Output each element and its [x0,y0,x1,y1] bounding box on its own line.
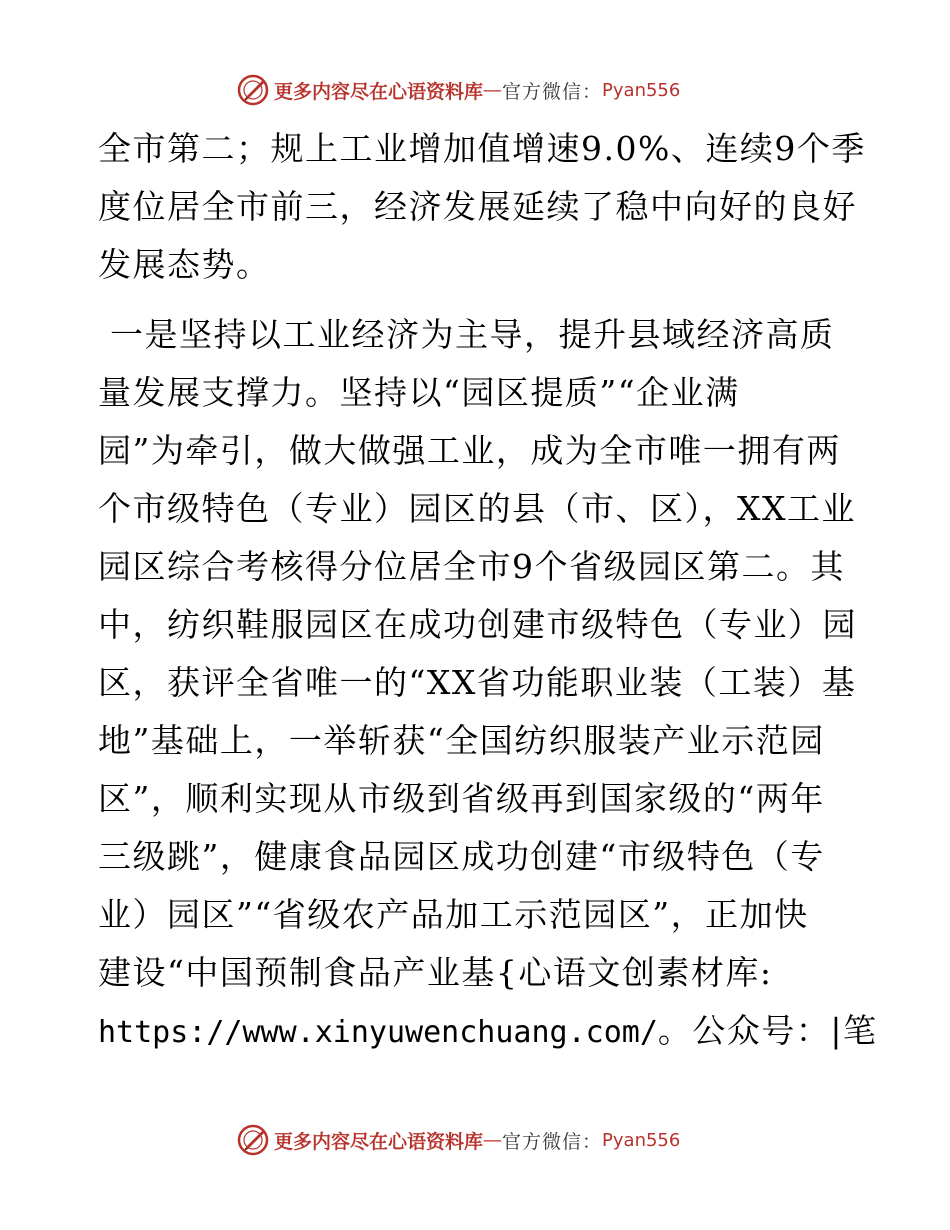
text-line: 三级跳”，健康食品园区成功创建“市级特色（专 [98,837,825,876]
text-line: 园区综合考核得分位居全市9个省级园区第二。其 [98,547,845,586]
text-line: 区，获评全省唯一的“XX省功能职业装（工装）基 [98,663,857,702]
text-line: 个市级特色（专业）园区的县（市、区），XX工业 [98,489,856,528]
paragraph-1 [98,120,866,294]
banner-title: 更多内容尽在心语资料库 [274,1130,484,1153]
footer-banner [236,1120,756,1160]
text-line: 度位居全市前三，经济发展延续了稳中向好的良好 [98,187,857,226]
paragraph-2 [98,306,878,1060]
banner-title: 更多内容尽在心语资料库 [274,80,484,103]
url-suffix: 。公众号：|笔 [657,1011,878,1050]
text-line: 一是坚持以工业经济为主导，提升县域经济高质 [98,315,835,354]
document-body [98,120,878,1060]
text-line: 全市第二；规上工业增加值增速9.0%、连续9个季 [98,129,866,168]
pen-in-circle-icon [236,1123,270,1157]
header-banner [236,70,756,110]
banner-contact-label: 官方微信： [502,1130,603,1153]
banner-separator: — [483,79,503,101]
banner-contact-id: Pyan556 [602,79,681,101]
url-line [98,1002,878,1060]
pen-in-circle-icon [236,73,270,107]
text-line: 建设“中国预制食品产业基{心语文创素材库: [98,953,773,992]
text-line: 中，纺织鞋服园区在成功创建市级特色（专业）园 [98,605,857,644]
banner-contact-label: 官方微信： [502,80,603,103]
text-line: 地”基础上，一举斩获“全国纺织服装产业示范园 [98,721,825,760]
text-line: 量发展支撑力。坚持以“园区提质”“企业满 [98,373,740,412]
text-line: 业）园区”“省级农产品加工示范园区”，正加快 [98,895,809,934]
banner-separator: — [483,1129,503,1151]
text-line: 区”，顺利实现从市级到省级再到国家级的“两年 [98,779,825,818]
text-line: 发展态势。 [98,245,271,284]
text-line: 园”为牵引，做大做强工业，成为全市唯一拥有两 [98,431,841,470]
banner-contact-id: Pyan556 [602,1129,681,1151]
website-link[interactable]: https://www.xinyuwenchuang.com/ [98,1015,658,1050]
